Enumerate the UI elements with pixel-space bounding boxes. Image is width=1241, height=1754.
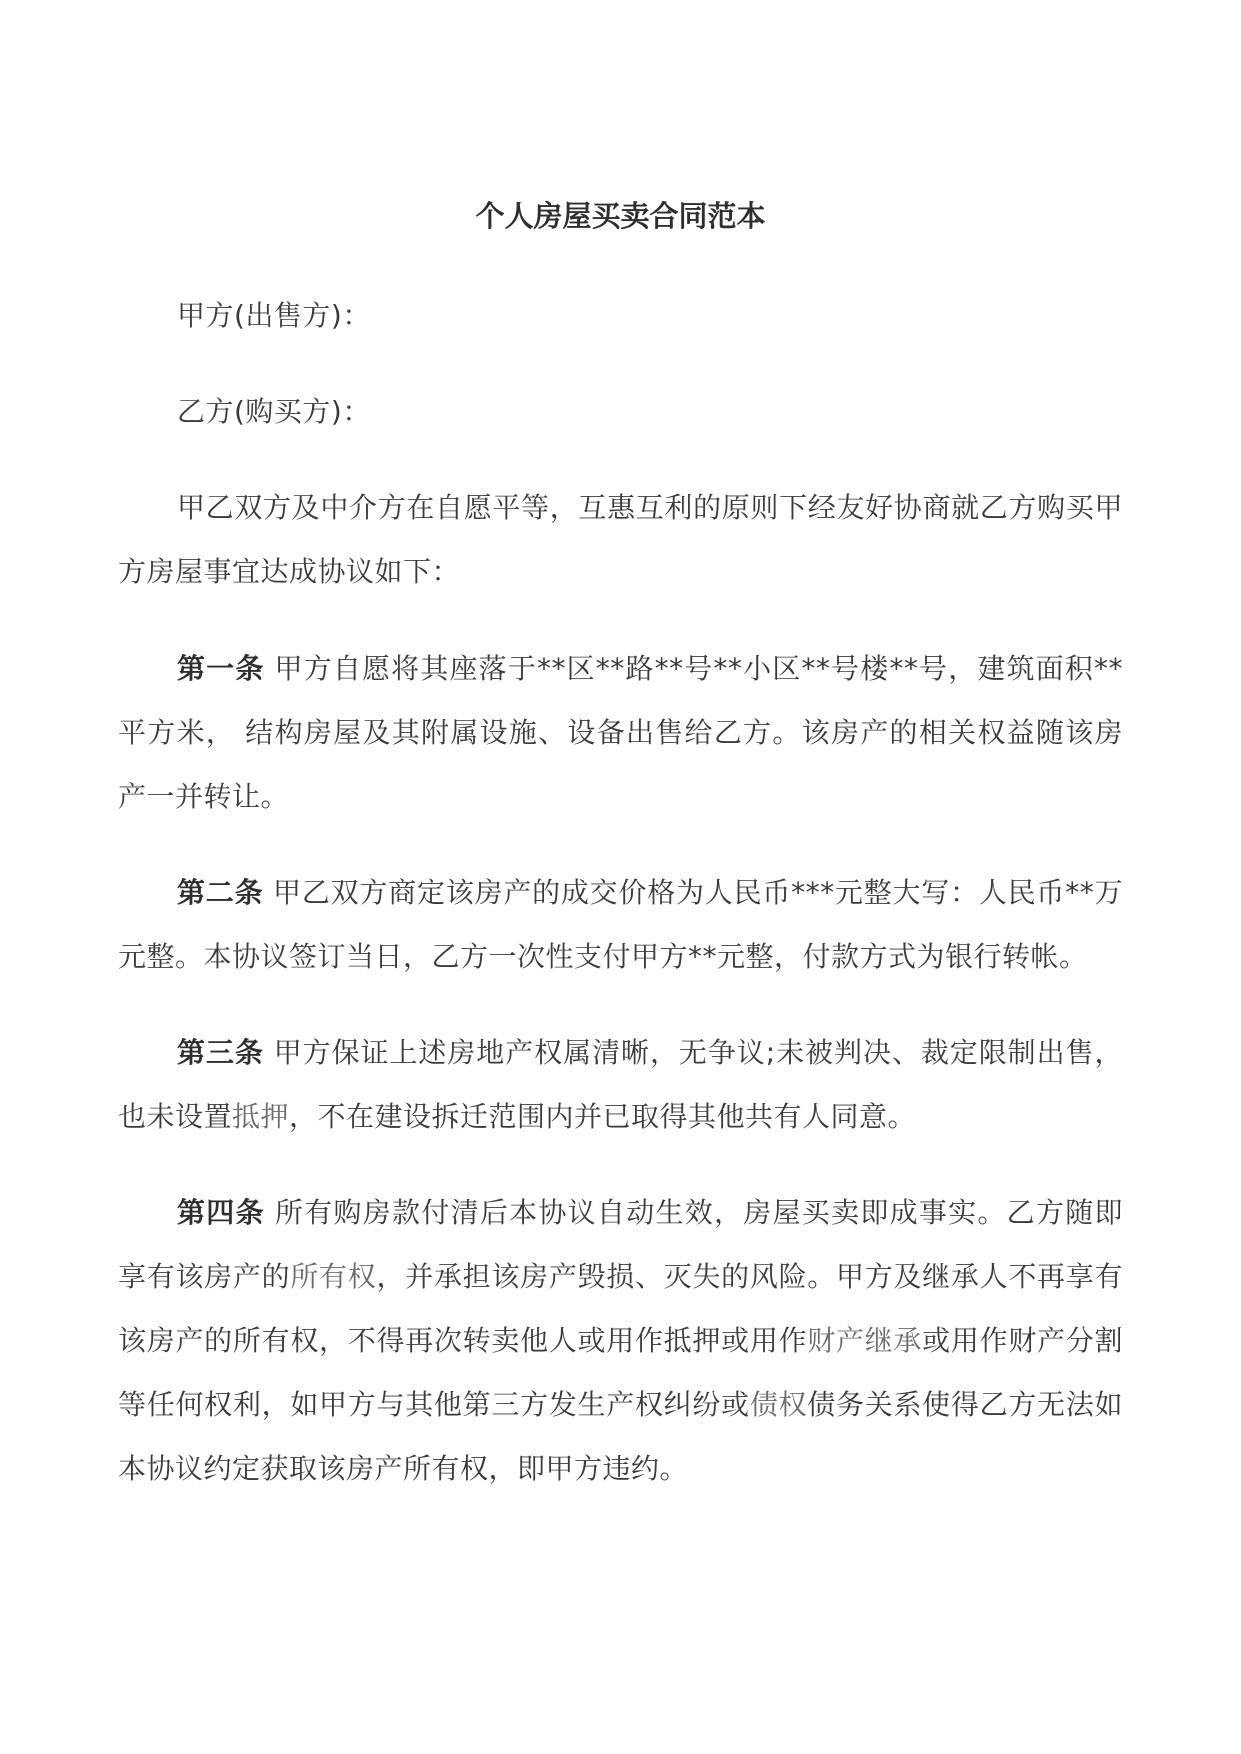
article-3-text-after: ，不在建设拆迁范围内并已取得其他共有人同意。 (289, 1100, 917, 1133)
article-2-text: 甲乙双方商定该房产的成交价格为人民币***元整大写：人民币**万元整。本协议签订当日，乙方一次性支付甲方**元整，付款方式为银行转帐。 (118, 876, 1123, 973)
article-1-text: 甲方自愿将其座落于**区**路**号**小区**号楼**号，建筑面积**平方米， 结构房屋及其附属设施、设备出售给乙方。该房产的相关权益随该房产一并转让。 (118, 652, 1123, 813)
article-3-paragraph (118, 1021, 1123, 1149)
page-title: 个人房屋买卖合同范本 (475, 199, 766, 233)
article-4-text-4: 债务关系使得乙方无法如本协议约定获取该房产所有权，即甲方违约。 (118, 1388, 1123, 1485)
party-a-line: 甲方(出售方)： (177, 299, 371, 332)
ownership-link[interactable]: 所有权 (290, 1260, 377, 1293)
mortgage-link[interactable]: 抵押 (232, 1100, 290, 1133)
article-4-text-3: 或用作财产分割等任何权利，如甲方与其他第三方发生产权纠纷或 (118, 1324, 1123, 1421)
article-4-text-2: ，并承担该房产毁损、灭失的风险。甲方及继承人不再享有该房产的所有权，不得再次转卖他人或用作抵押或用作 (118, 1260, 1123, 1357)
article-4-paragraph (118, 1181, 1123, 1501)
article-4-label: 第四条 (177, 1196, 265, 1229)
article-1-label: 第一条 (177, 652, 265, 685)
party-b-line: 乙方(购买方)： (177, 395, 371, 428)
article-2-label: 第二条 (177, 876, 264, 909)
inheritance-link[interactable]: 财产继承 (807, 1324, 923, 1357)
article-1-paragraph (118, 637, 1123, 829)
article-4-text-1: 所有购房款付清后本协议自动生效，房屋买卖即成事实。乙方随即享有该房产的 (118, 1196, 1123, 1293)
creditor-rights-link[interactable]: 债权 (749, 1388, 808, 1421)
intro-paragraph: 甲乙双方及中介方在自愿平等，互惠互利的原则下经友好协商就乙方购买甲方房屋事宜达成协议如下： (118, 491, 1123, 588)
article-3-text-before: 甲方保证上述房地产权属清晰，无争议;未被判决、裁定限制出售，也未设置 (118, 1036, 1123, 1133)
article-3-label: 第三条 (177, 1036, 264, 1069)
article-2-paragraph (118, 861, 1123, 989)
